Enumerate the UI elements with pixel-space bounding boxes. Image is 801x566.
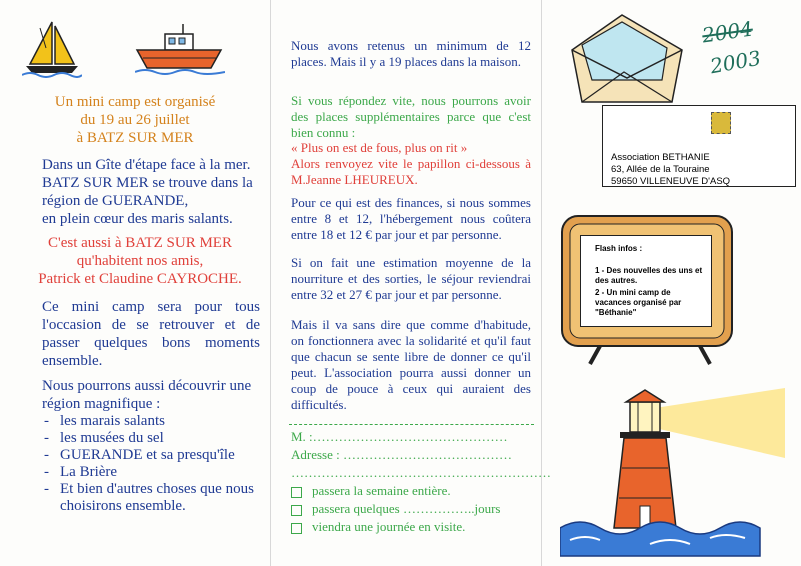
panel-right <box>542 0 801 566</box>
discover-list <box>42 413 267 515</box>
discover-block <box>42 377 267 413</box>
option-label: passera la semaine entière. <box>312 483 451 498</box>
friends-block <box>20 234 260 288</box>
purpose-text: Ce mini camp sera pour tous l'occasion de se retrouver et de passer quelques bons moments ensemble. <box>42 299 260 369</box>
lighthouse-icon <box>560 388 785 558</box>
reply-form <box>291 428 551 536</box>
gite-line: BATZ SUR MER se trouve dans la <box>42 175 253 191</box>
list-item: - GUERANDE et sa presqu'île <box>42 447 267 464</box>
address-field[interactable]: Adresse : ………………………………… <box>291 447 512 462</box>
name-field[interactable]: M. :……………………………………… <box>291 429 508 444</box>
address-label <box>602 105 796 187</box>
option-label: viendra une journée en visite. <box>312 519 466 534</box>
friends-line: C'est aussi à BATZ SUR MER <box>48 235 232 251</box>
handwritten-year <box>708 46 762 78</box>
panel-left <box>0 0 271 566</box>
handwritten-year <box>701 17 755 48</box>
address-line: Association BETHANIE <box>611 152 710 163</box>
send-text: Alors renvoyez vite le papillon ci-dessous à M.Jeanne LHEUREUX. <box>291 156 531 187</box>
friends-line: qu'habitent nos amis, <box>76 253 204 269</box>
quote-text: « Plus on est de fous, plus on rit » <box>291 140 468 155</box>
checkbox[interactable] <box>291 487 302 498</box>
intro-block <box>0 93 270 147</box>
gite-line: région de GUERANDE, <box>42 193 189 209</box>
year-current: 2003 <box>708 45 763 79</box>
list-item: - les musées du sel <box>42 430 267 447</box>
minimum-text: Nous avons retenus un minimum de 12 places. Mais il y a 19 places dans la maison. <box>291 38 531 69</box>
motorboat-icon <box>135 22 225 77</box>
intro-line: Un mini camp est organisé <box>54 94 216 110</box>
year-crossed: 2004 <box>700 16 755 48</box>
list-item: - Et bien d'autres choses que nous choisirons ensemble. <box>42 481 267 515</box>
finance-text: Pour ce qui est des finances, si nous sommes entre 8 et 12, l'hébergement nous coûtera entre 18 et 12 € par jour et par personne. <box>291 195 531 242</box>
list-item: - les marais salants <box>42 413 267 430</box>
address-line: 63, Allée de la Touraine <box>611 164 710 175</box>
gite-line: en plein cœur des maris salants. <box>42 211 233 227</box>
friends-line: Patrick et Claudine CAYROCHE. <box>38 271 242 287</box>
intro-line: à BATZ SUR MER <box>76 130 194 146</box>
cut-line <box>289 424 534 425</box>
gite-block <box>42 156 264 228</box>
sailboat-icon <box>22 18 82 78</box>
address-line: 59650 VILLENEUVE D'ASQ <box>611 176 731 187</box>
estimate-text: Si on fait une estimation moyenne de la nourriture et des sorties, le séjour reviendrai entre 32 et 27 € par jour et par personne. <box>291 255 531 302</box>
address-field-line2[interactable]: …………………………………………………… <box>291 465 551 480</box>
flash-title: Flash infos : <box>595 244 643 253</box>
option-label: passera quelques ……………..jours <box>312 501 501 516</box>
checkbox[interactable] <box>291 505 302 516</box>
solidarity-text: Mais il va sans dire que comme d'habitude, on fonctionnera avec la solidarité et qu'il faut que chacun se sente libre de donner ce qu'il peut. L'association pourra aussi donner un coup de pouce à ceux qui auraient des difficultés. <box>291 317 531 412</box>
flash-item: 2 - Un mini camp de vacances organisé par "Béthanie" <box>595 288 682 317</box>
option-visit[interactable] <box>291 518 536 536</box>
checkbox[interactable] <box>291 523 302 534</box>
envelope-icon <box>562 10 692 110</box>
stamp-icon <box>711 112 731 134</box>
flash-info-screen <box>580 235 712 327</box>
quick-text: Si vous répondez vite, nous pourrons avoir des places supplémentaires parce que c'est bien connu : <box>291 93 531 140</box>
list-item: - La Brière <box>42 464 267 481</box>
option-days[interactable] <box>291 500 536 518</box>
intro-line: du 19 au 26 juillet <box>80 112 190 128</box>
flash-item: 1 - Des nouvelles des uns et des autres. <box>595 266 703 285</box>
gite-line: Dans un Gîte d'étape face à la mer. <box>42 157 251 173</box>
discover-line: région magnifique : <box>42 396 161 412</box>
discover-line: Nous pourrons aussi découvrir une <box>42 378 252 394</box>
option-week[interactable] <box>291 482 536 500</box>
panel-middle <box>271 0 551 566</box>
